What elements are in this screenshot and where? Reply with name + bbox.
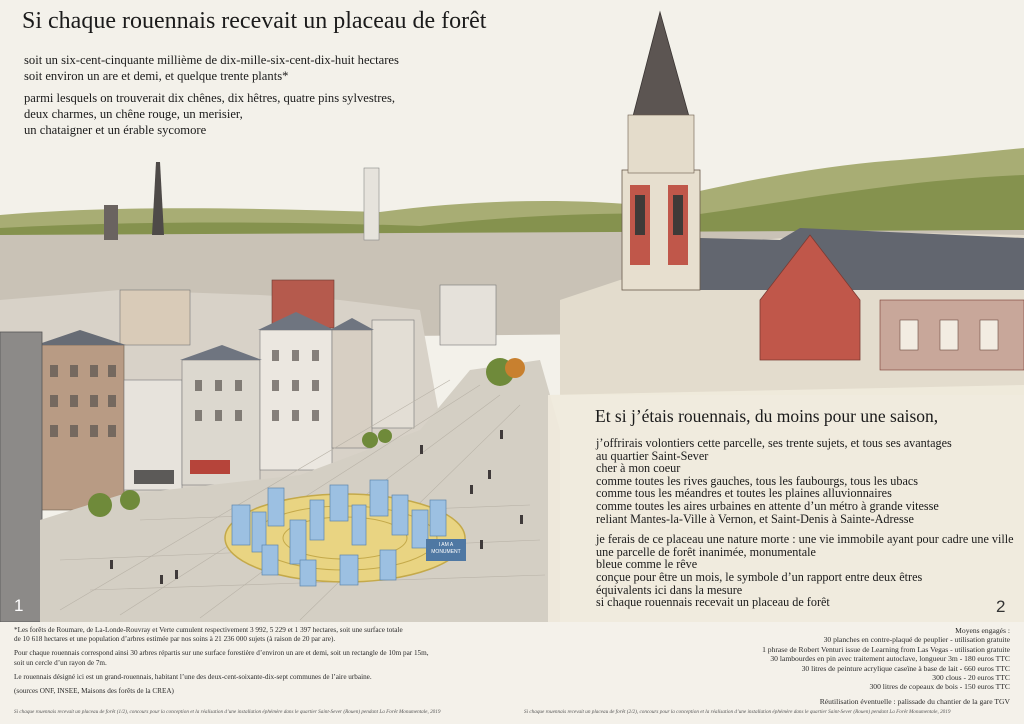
foreground-left-building: [0, 332, 42, 622]
text-line: *Les forêts de Roumare, de La-Londe-Rouvray et Verte cumulent respectivement 3 992, 5 229 et 1 397 hectares, soit une surface totale: [14, 626, 403, 634]
tower-white: [364, 168, 379, 240]
monument-sign-line: I AM A: [438, 542, 454, 548]
means-item: 30 planches en contre-plaqué de peuplier - utilisation gratuite: [823, 635, 1010, 645]
text-line: je ferais de ce placeau une nature morte : une vie immobile ayant pour cadre une ville: [596, 532, 1014, 547]
text-line: si chaque rouennais recevait un placeau de forêt: [596, 595, 830, 610]
footnote-paragraph: [14, 649, 514, 667]
poem-stanza: [596, 437, 1014, 525]
means-item: 300 clous - 20 euros TTC: [932, 673, 1010, 683]
monument-sign: [426, 539, 466, 561]
text-line: comme toutes les rives gauches, tous les faubourgs, tous les ubacs: [596, 473, 919, 488]
credit-left: Si chaque rouennais recevait un placeau de forêt (1/2), concours pour la conception et la réalisation d’une installation éphémère dans le quartier Saint-Sever (Rouen) pendant La Forêt Monumentale, 2019: [14, 709, 441, 715]
means-heading: Moyens engagés :: [955, 626, 1010, 635]
text-line: soit environ un are et demi, et quelque trente plants*: [24, 69, 289, 83]
intro-text: [24, 52, 399, 144]
page-title: Si chaque rouennais recevait un placeau de forêt: [22, 8, 487, 34]
monument-sign-line: MONUMENT: [431, 549, 461, 555]
text-line: comme tous les méandres et toutes les plaines alluvionnaires: [596, 486, 892, 501]
text-line: au quartier Saint-Sever: [596, 448, 709, 463]
footnote-paragraph: [14, 687, 514, 696]
means-item: 300 litres de copeaux de bois - 150 euros TTC: [869, 682, 1010, 692]
intro-paragraph: [24, 52, 399, 84]
right-panel-title: Et si j’étais rouennais, du moins pour une saison,: [595, 406, 939, 426]
footnotes: [14, 626, 514, 701]
text-line: soit un six-cent-cinquante millième de dix-mille-six-cent-dix-huit hectares: [24, 53, 399, 67]
text-line: une parcelle de forêt inanimée, monumentale: [596, 544, 816, 559]
text-line: reliant Mantes-la-Ville à Vernon, et Saint-Denis à Sainte-Adresse: [596, 511, 914, 526]
text-line: comme toutes les aires urbaines en attente d’un métro à grande vitesse: [596, 498, 939, 513]
credit-right: Si chaque rouennais recevait un placeau de forêt (2/2), concours pour la conception et la réalisation d’une installation éphémère dans le quartier Saint-Sever (Rouen) pendant La Forêt Monumentale, 2019: [524, 709, 951, 715]
text-line: Pour chaque rouennais correspond ainsi 30 arbres répartis sur une surface forestière d’environ un are et demi, soit un rectangle de 10m par 15m,: [14, 649, 429, 658]
means-item: 30 lambourdes en pin avec traitement autoclave, longueur 3m - 180 euros TTC: [770, 654, 1010, 664]
text-line: équivalents ici dans la mesure: [596, 582, 743, 597]
text-line: j’offrirais volontiers cette parcelle, ses trente sujets, et tous ses avantages: [596, 436, 952, 450]
text-line: de 10 618 hectares et une population d’arbres estimée par nos soins à 21 236 000 sujets (à raison de 20 par are).: [14, 635, 336, 644]
text-line: (sources ONF, INSEE, Maisons des forêts de la CREA): [14, 687, 174, 696]
poem-stanza: [596, 533, 1014, 609]
intro-paragraph: [24, 90, 399, 138]
means-item: 1 phrase de Robert Venturi issue de Learning from Las Vegas - utilisation gratuite: [762, 644, 1010, 654]
text-line: conçue pour être un mois, le symbole d’un rapport entre deux êtres: [596, 569, 923, 584]
text-line: deux charmes, un chêne rouge, un merisier,: [24, 107, 243, 121]
page-number-left: 1: [14, 596, 24, 615]
text-line: soit un cercle d’un rayon de 7m.: [14, 658, 107, 667]
text-line: bleue comme le rêve: [596, 557, 698, 572]
page-number-right: 2: [996, 597, 1006, 616]
text-line: cher à mon coeur: [596, 461, 681, 476]
footnote-paragraph: [14, 673, 514, 682]
cathedral-tower: [104, 205, 118, 240]
means-reuse: Réutilisation éventuelle : palissade du chantier de la gare TGV: [819, 696, 1010, 706]
right-panel-text: [596, 437, 1014, 617]
text-line: un chataigner et un érable sycomore: [24, 123, 207, 137]
footnote-paragraph: [14, 626, 514, 644]
text-line: parmi lesquels on trouverait dix chênes, dix hêtres, quatre pins sylvestres,: [24, 91, 396, 105]
means-list: [590, 626, 1010, 706]
means-item: 30 litres de peinture acrylique caseïne à base de lait - 660 euros TTC: [801, 663, 1010, 673]
text-line: Le rouennais désigné ici est un grand-rouennais, habitant l’une des deux-cent-soixante-dix-sept communes de l’aire urbaine.: [14, 672, 372, 681]
